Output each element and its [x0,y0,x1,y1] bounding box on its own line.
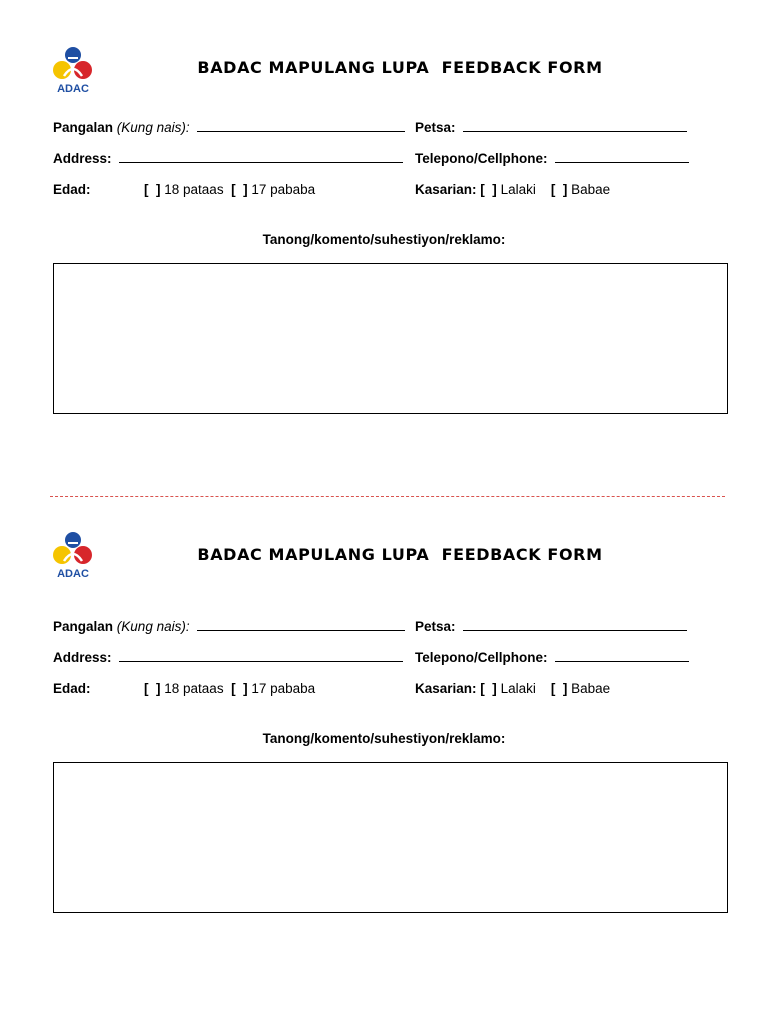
date-row [415,619,687,634]
name-row [53,619,405,634]
sex-option-1: Lalaki [500,681,536,696]
date-label: Petsa: [415,619,456,634]
age-checkbox-1[interactable]: [ ] [144,182,161,197]
age-checkbox-1[interactable]: [ ] [144,681,161,696]
name-label: Pangalan [53,619,114,634]
form-title: BADAC MAPULANG LUPA FEEDBACK FORM [197,58,603,77]
adac-logo [50,531,96,581]
phone-row [415,650,689,665]
address-field[interactable] [119,650,403,662]
sex-checkbox-1[interactable]: [ ] [480,681,497,696]
address-row [53,650,403,665]
phone-label: Telepono/Cellphone: [415,151,548,166]
address-label: Address: [53,151,112,166]
sex-option-2: Babae [571,681,611,696]
age-option-1: 18 pataas [164,681,224,696]
age-label: Edad: [53,681,91,696]
age-checkbox-2[interactable]: [ ] [231,681,248,696]
date-label: Petsa: [415,120,456,135]
sex-option-1: Lalaki [500,182,536,197]
address-label: Address: [53,650,112,665]
logo-text: ADAC [57,83,89,95]
sex-label: Kasarian: [415,681,477,696]
name-hint: (Kung nais): [116,619,190,634]
age-option-1: 18 pataas [164,182,224,197]
phone-label: Telepono/Cellphone: [415,650,548,665]
age-options [144,681,315,696]
sex-checkbox-2[interactable]: [ ] [550,681,568,696]
age-option-2: 17 pababa [251,681,316,696]
name-label: Pangalan [53,120,114,135]
sex-row [415,681,610,696]
date-field[interactable] [463,619,687,631]
sex-label: Kasarian: [415,182,477,197]
comment-label: Tanong/komento/suhestiyon/reklamo: [262,731,506,746]
age-option-2: 17 pababa [251,182,316,197]
sex-checkbox-1[interactable]: [ ] [480,182,497,197]
age-checkbox-2[interactable]: [ ] [231,182,248,197]
cut-line [50,496,725,497]
comment-box[interactable] [53,762,728,913]
comment-label: Tanong/komento/suhestiyon/reklamo: [262,232,506,247]
name-field[interactable] [197,619,405,631]
form-title: BADAC MAPULANG LUPA FEEDBACK FORM [197,545,603,564]
sex-checkbox-2[interactable]: [ ] [550,182,568,197]
sex-option-2: Babae [571,182,611,197]
logo-text: ADAC [57,568,89,580]
age-row [53,681,91,696]
phone-field[interactable] [555,650,689,662]
age-label: Edad: [53,182,91,197]
name-hint: (Kung nais): [116,120,190,135]
